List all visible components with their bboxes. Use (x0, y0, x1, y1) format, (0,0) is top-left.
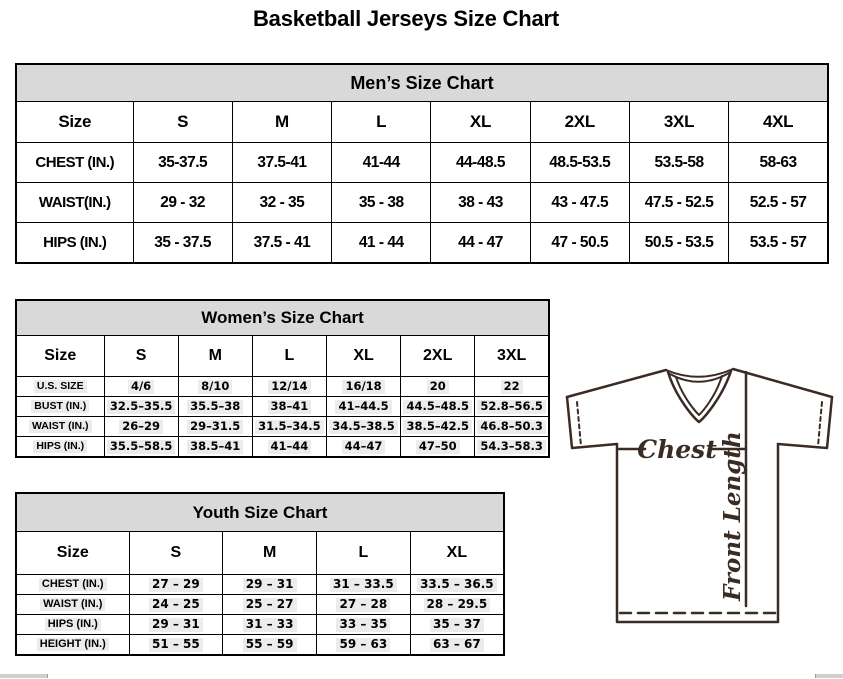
cell: 47 - 50.5 (530, 223, 629, 264)
womens-size-header-row (16, 336, 549, 377)
cell: 47–50 (401, 437, 475, 458)
col-header: L (252, 336, 326, 377)
row-label: U.S. SIZE (16, 377, 104, 397)
cell: 48.5-53.5 (530, 143, 629, 183)
cell: 27 – 28 (317, 595, 411, 615)
cell: 22 (475, 377, 549, 397)
cell: 26–29 (104, 417, 178, 437)
col-header: M (232, 102, 331, 143)
cell: 52.5 - 57 (729, 183, 828, 223)
col-header: Size (16, 102, 133, 143)
table-row (16, 437, 549, 458)
row-label: CHEST (IN.) (16, 575, 129, 595)
cell: 33.5 – 36.5 (410, 575, 504, 595)
col-header: L (332, 102, 431, 143)
col-header: 2XL (401, 336, 475, 377)
chest-label: Chest (637, 435, 717, 464)
cell: 32.5–35.5 (104, 397, 178, 417)
cell: 28 – 29.5 (410, 595, 504, 615)
row-label: HEIGHT (IN.) (16, 635, 129, 656)
cell: 35 – 37 (410, 615, 504, 635)
cell: 31 – 33 (223, 615, 317, 635)
cell: 32 - 35 (232, 183, 331, 223)
table-row (16, 417, 549, 437)
cell: 41-44 (332, 143, 431, 183)
table-row (16, 143, 828, 183)
mens-size-table (15, 63, 829, 264)
cell: 27 – 29 (129, 575, 223, 595)
front-length-label: Front Length (719, 431, 746, 601)
table-row (16, 635, 504, 656)
cell: 55 – 59 (223, 635, 317, 656)
col-header: S (104, 336, 178, 377)
row-label: HIPS (IN.) (16, 615, 129, 635)
cell: 35 - 38 (332, 183, 431, 223)
cell: 35.5–58.5 (104, 437, 178, 458)
cell: 24 – 25 (129, 595, 223, 615)
cell: 37.5 - 41 (232, 223, 331, 264)
table-row (16, 183, 828, 223)
cell: 35-37.5 (133, 143, 232, 183)
col-header: XL (410, 532, 504, 575)
table-row (16, 397, 549, 417)
cell: 16/18 (326, 377, 400, 397)
cell: 41 - 44 (332, 223, 431, 264)
cell: 31 – 33.5 (317, 575, 411, 595)
womens-table-header-band (16, 300, 549, 336)
jersey-outline (567, 369, 832, 397)
cell: 20 (401, 377, 475, 397)
cell: 31.5–34.5 (252, 417, 326, 437)
col-header: M (178, 336, 252, 377)
row-label: BUST (IN.) (16, 397, 104, 417)
cell: 37.5-41 (232, 143, 331, 183)
table-row (16, 575, 504, 595)
cell: 44.5–48.5 (401, 397, 475, 417)
cell: 46.8–50.3 (475, 417, 549, 437)
womens-size-table (15, 299, 550, 458)
table-row (16, 615, 504, 635)
cell: 41–44 (252, 437, 326, 458)
cell: 38.5–42.5 (401, 417, 475, 437)
jersey-cuff-stitch-left (577, 402, 581, 446)
cell: 59 – 63 (317, 635, 411, 656)
cell: 44–47 (326, 437, 400, 458)
table-row (16, 595, 504, 615)
youth-size-table (15, 492, 505, 656)
cell: 54.3–58.3 (475, 437, 549, 458)
page-title: Basketball Jerseys Size Chart (252, 6, 560, 31)
womens-table-title: Women’s Size Chart (16, 300, 549, 336)
row-label: CHEST (IN.) (16, 143, 133, 183)
cell: 35.5–38 (178, 397, 252, 417)
cell: 29 - 32 (133, 183, 232, 223)
youth-size-header-row (16, 532, 504, 575)
row-label: HIPS (IN.) (16, 223, 133, 264)
col-header: 4XL (729, 102, 828, 143)
cell: 4/6 (104, 377, 178, 397)
cell: 35 - 37.5 (133, 223, 232, 264)
jersey-right-sleeve (778, 397, 832, 448)
cell: 63 – 67 (410, 635, 504, 656)
jersey-body (617, 444, 778, 622)
cell: 47.5 - 52.5 (629, 183, 728, 223)
cell: 41–44.5 (326, 397, 400, 417)
cell: 53.5 - 57 (729, 223, 828, 264)
cell: 43 - 47.5 (530, 183, 629, 223)
col-header: 3XL (629, 102, 728, 143)
youth-table-title: Youth Size Chart (16, 493, 504, 532)
mens-table-title: Men’s Size Chart (16, 64, 828, 102)
cell: 29 – 31 (223, 575, 317, 595)
horizontal-scrollbar-thumb[interactable] (0, 674, 48, 678)
horizontal-scrollbar-end[interactable] (815, 674, 843, 678)
col-header: M (223, 532, 317, 575)
cell: 38–41 (252, 397, 326, 417)
cell: 8/10 (178, 377, 252, 397)
row-label: HIPS (IN.) (16, 437, 104, 458)
cell: 44-48.5 (431, 143, 530, 183)
cell: 25 – 27 (223, 595, 317, 615)
row-label: WAIST (IN.) (16, 417, 104, 437)
youth-table-header-band (16, 493, 504, 532)
jersey-left-sleeve (567, 397, 617, 448)
row-label: WAIST(IN.) (16, 183, 133, 223)
jersey-measurement-diagram (556, 356, 843, 628)
cell: 58-63 (729, 143, 828, 183)
cell: 33 – 35 (317, 615, 411, 635)
col-header: 2XL (530, 102, 629, 143)
col-header: Size (16, 336, 104, 377)
col-header: L (317, 532, 411, 575)
row-label: WAIST (IN.) (16, 595, 129, 615)
cell: 38.5–41 (178, 437, 252, 458)
cell: 29–31.5 (178, 417, 252, 437)
cell: 51 – 55 (129, 635, 223, 656)
col-header: S (129, 532, 223, 575)
cell: 29 – 31 (129, 615, 223, 635)
mens-table-header-band (16, 64, 828, 102)
mens-size-header-row (16, 102, 828, 143)
cell: 38 - 43 (431, 183, 530, 223)
cell: 50.5 - 53.5 (629, 223, 728, 264)
table-row (16, 223, 828, 264)
cell: 34.5–38.5 (326, 417, 400, 437)
table-row (16, 377, 549, 397)
col-header: XL (326, 336, 400, 377)
col-header: Size (16, 532, 129, 575)
cell: 12/14 (252, 377, 326, 397)
jersey-cuff-stitch-right (818, 402, 822, 446)
col-header: S (133, 102, 232, 143)
cell: 53.5-58 (629, 143, 728, 183)
cell: 44 - 47 (431, 223, 530, 264)
col-header: 3XL (475, 336, 549, 377)
col-header: XL (431, 102, 530, 143)
cell: 52.8–56.5 (475, 397, 549, 417)
